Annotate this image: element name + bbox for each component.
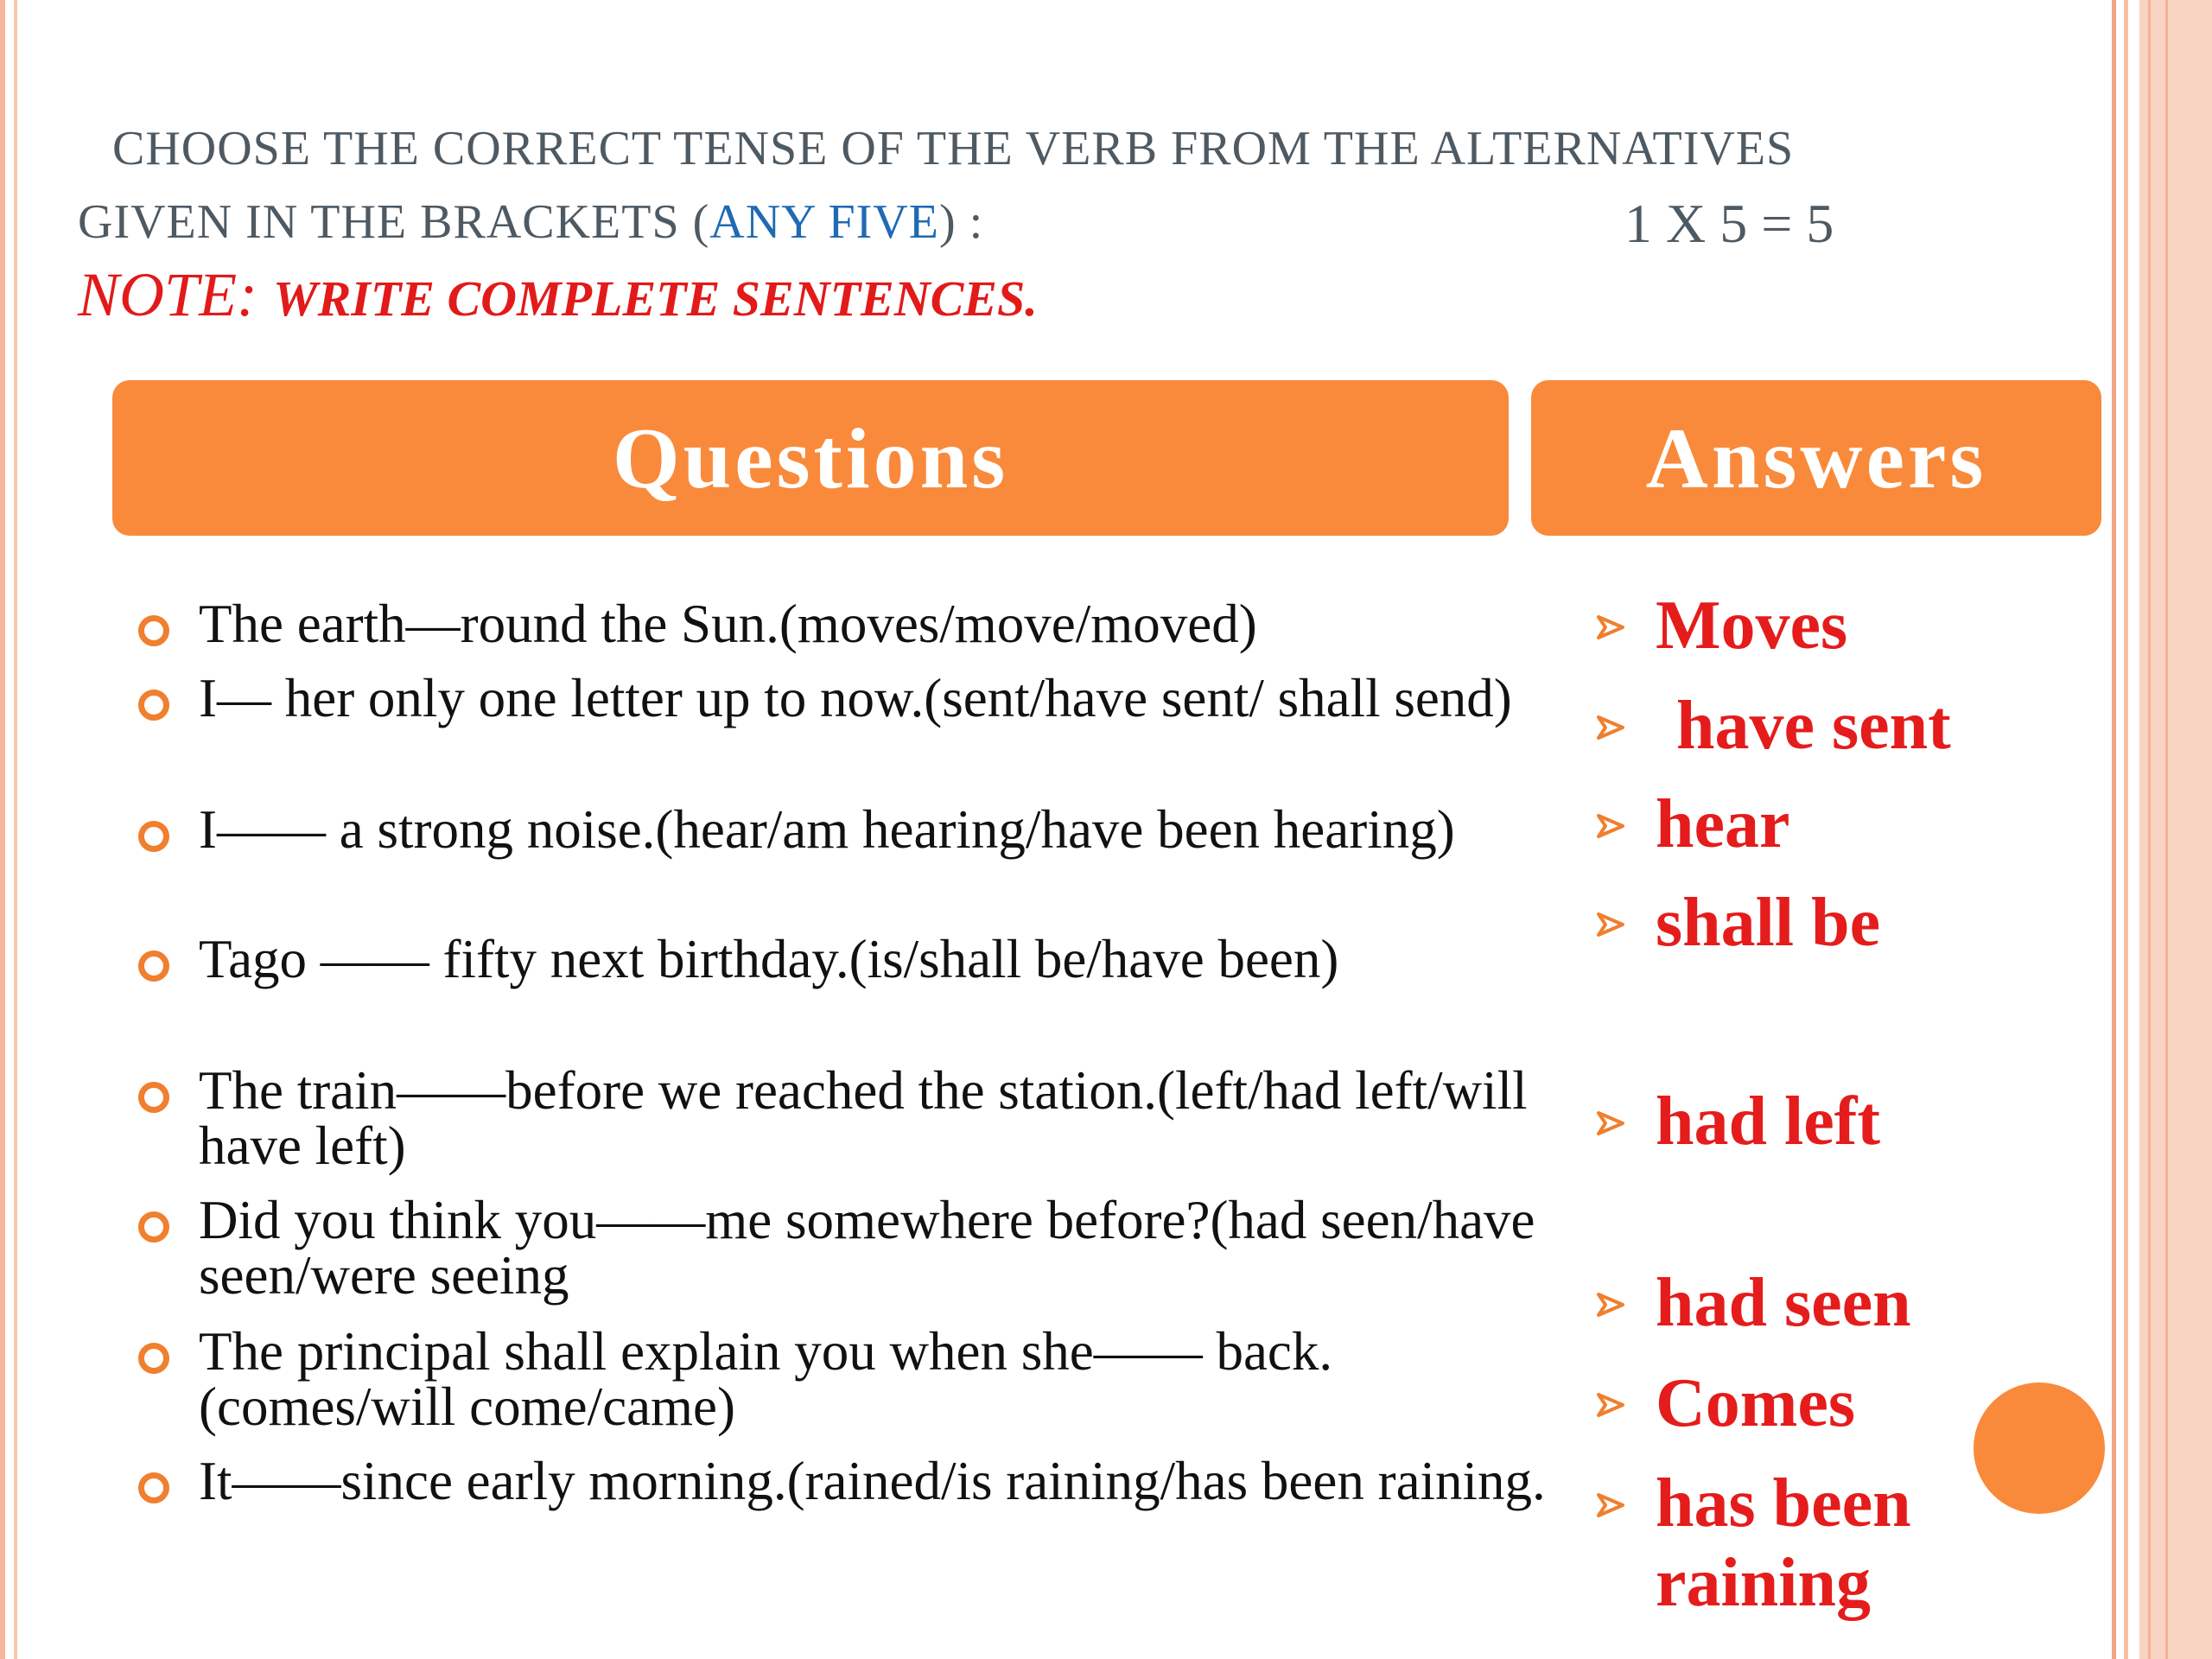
- note-label: NOTE:: [78, 260, 258, 329]
- instruction-text: GIVEN IN THE BRACKETS (: [78, 195, 710, 249]
- answer-item: [1656, 1464, 1984, 1623]
- arrow-bullet-icon: [1593, 1106, 1628, 1141]
- decorative-circle: [1974, 1382, 2105, 1514]
- answer-text: had left: [1656, 1084, 1880, 1160]
- question-text: Tago —— fifty next birthday.(is/shall be/have been): [199, 929, 1339, 989]
- arrow-bullet-icon: [1593, 1388, 1628, 1422]
- question-text: I— her only one letter up to now.(sent/have sent/ shall send): [199, 668, 1512, 728]
- note-text: WRITE COMPLETE SENTENCES.: [273, 270, 1038, 327]
- arrow-bullet-icon: [1593, 809, 1628, 843]
- bullet-icon: [138, 821, 169, 852]
- left-border-line: [14, 0, 17, 1659]
- bullet-icon: [138, 1082, 169, 1113]
- answer-item: [1656, 586, 1847, 665]
- marks-label: 1 X 5 = 5: [1624, 193, 1834, 254]
- answer-item: [1656, 785, 1790, 864]
- list-item: [199, 1190, 1547, 1306]
- instruction-line-2: [78, 194, 983, 250]
- answer-item: [1656, 1263, 1911, 1343]
- question-text: Did you think you——me somewhere before?(had seen/have seen/were seeing: [199, 1190, 1535, 1306]
- bullet-icon: [138, 950, 169, 982]
- answer-text: shall be: [1656, 885, 1881, 961]
- note: [78, 259, 1038, 331]
- right-border-line: [2165, 0, 2168, 1659]
- answer-text: had seen: [1656, 1265, 1911, 1341]
- arrow-bullet-icon: [1593, 1488, 1628, 1522]
- bullet-icon: [138, 1343, 169, 1374]
- answer-text: Comes: [1656, 1365, 1856, 1441]
- list-item: [199, 596, 1547, 652]
- answer-item: [1656, 1363, 1855, 1443]
- arrow-bullet-icon: [1593, 907, 1628, 942]
- answer-item: [1656, 686, 1951, 766]
- right-border-line: [2124, 0, 2128, 1659]
- arrow-bullet-icon: [1593, 710, 1628, 745]
- answers-header: Answers: [1531, 380, 2101, 536]
- bullet-icon: [138, 690, 169, 721]
- list-item: [199, 931, 1547, 987]
- question-text: The principal shall explain you when she—— back.(comes/will come/came): [199, 1321, 1333, 1437]
- right-border-line: [2112, 0, 2116, 1659]
- answer-item: [1656, 883, 1880, 963]
- answer-text: have sent: [1676, 688, 1951, 764]
- list-item: [199, 668, 1547, 728]
- question-text: I—— a strong noise.(hear/am hearing/have been hearing): [199, 799, 1455, 860]
- questions-header: Questions: [112, 380, 1509, 536]
- answer-text: hear: [1656, 786, 1790, 862]
- list-item: [199, 1321, 1547, 1437]
- arrow-bullet-icon: [1593, 1287, 1628, 1322]
- question-text: The earth—round the Sun.(moves/move/moved): [199, 594, 1257, 654]
- list-item: [199, 1453, 1547, 1509]
- list-item: [199, 1060, 1547, 1176]
- bullet-icon: [138, 1472, 169, 1503]
- list-item: [199, 799, 1547, 860]
- arrow-bullet-icon: [1593, 610, 1628, 645]
- answer-item: [1656, 1082, 1880, 1161]
- answer-text: has been raining: [1656, 1465, 1911, 1621]
- left-border-line: [0, 0, 5, 1659]
- question-text: The train——before we reached the station.(left/had left/will have left): [199, 1060, 1528, 1176]
- instruction-highlight: ANY FIVE: [709, 195, 939, 249]
- right-border-line: [2148, 0, 2151, 1659]
- bullet-icon: [138, 615, 169, 646]
- instruction-line-1: CHOOSE THE CORRECT TENSE OF THE VERB FROM THE ALTERNATIVES: [112, 122, 1795, 175]
- answer-text: Moves: [1656, 588, 1848, 664]
- bullet-icon: [138, 1211, 169, 1243]
- question-text: It——since early morning.(rained/is raining/has been raining.: [199, 1451, 1546, 1511]
- instruction-text: ) :: [938, 195, 984, 249]
